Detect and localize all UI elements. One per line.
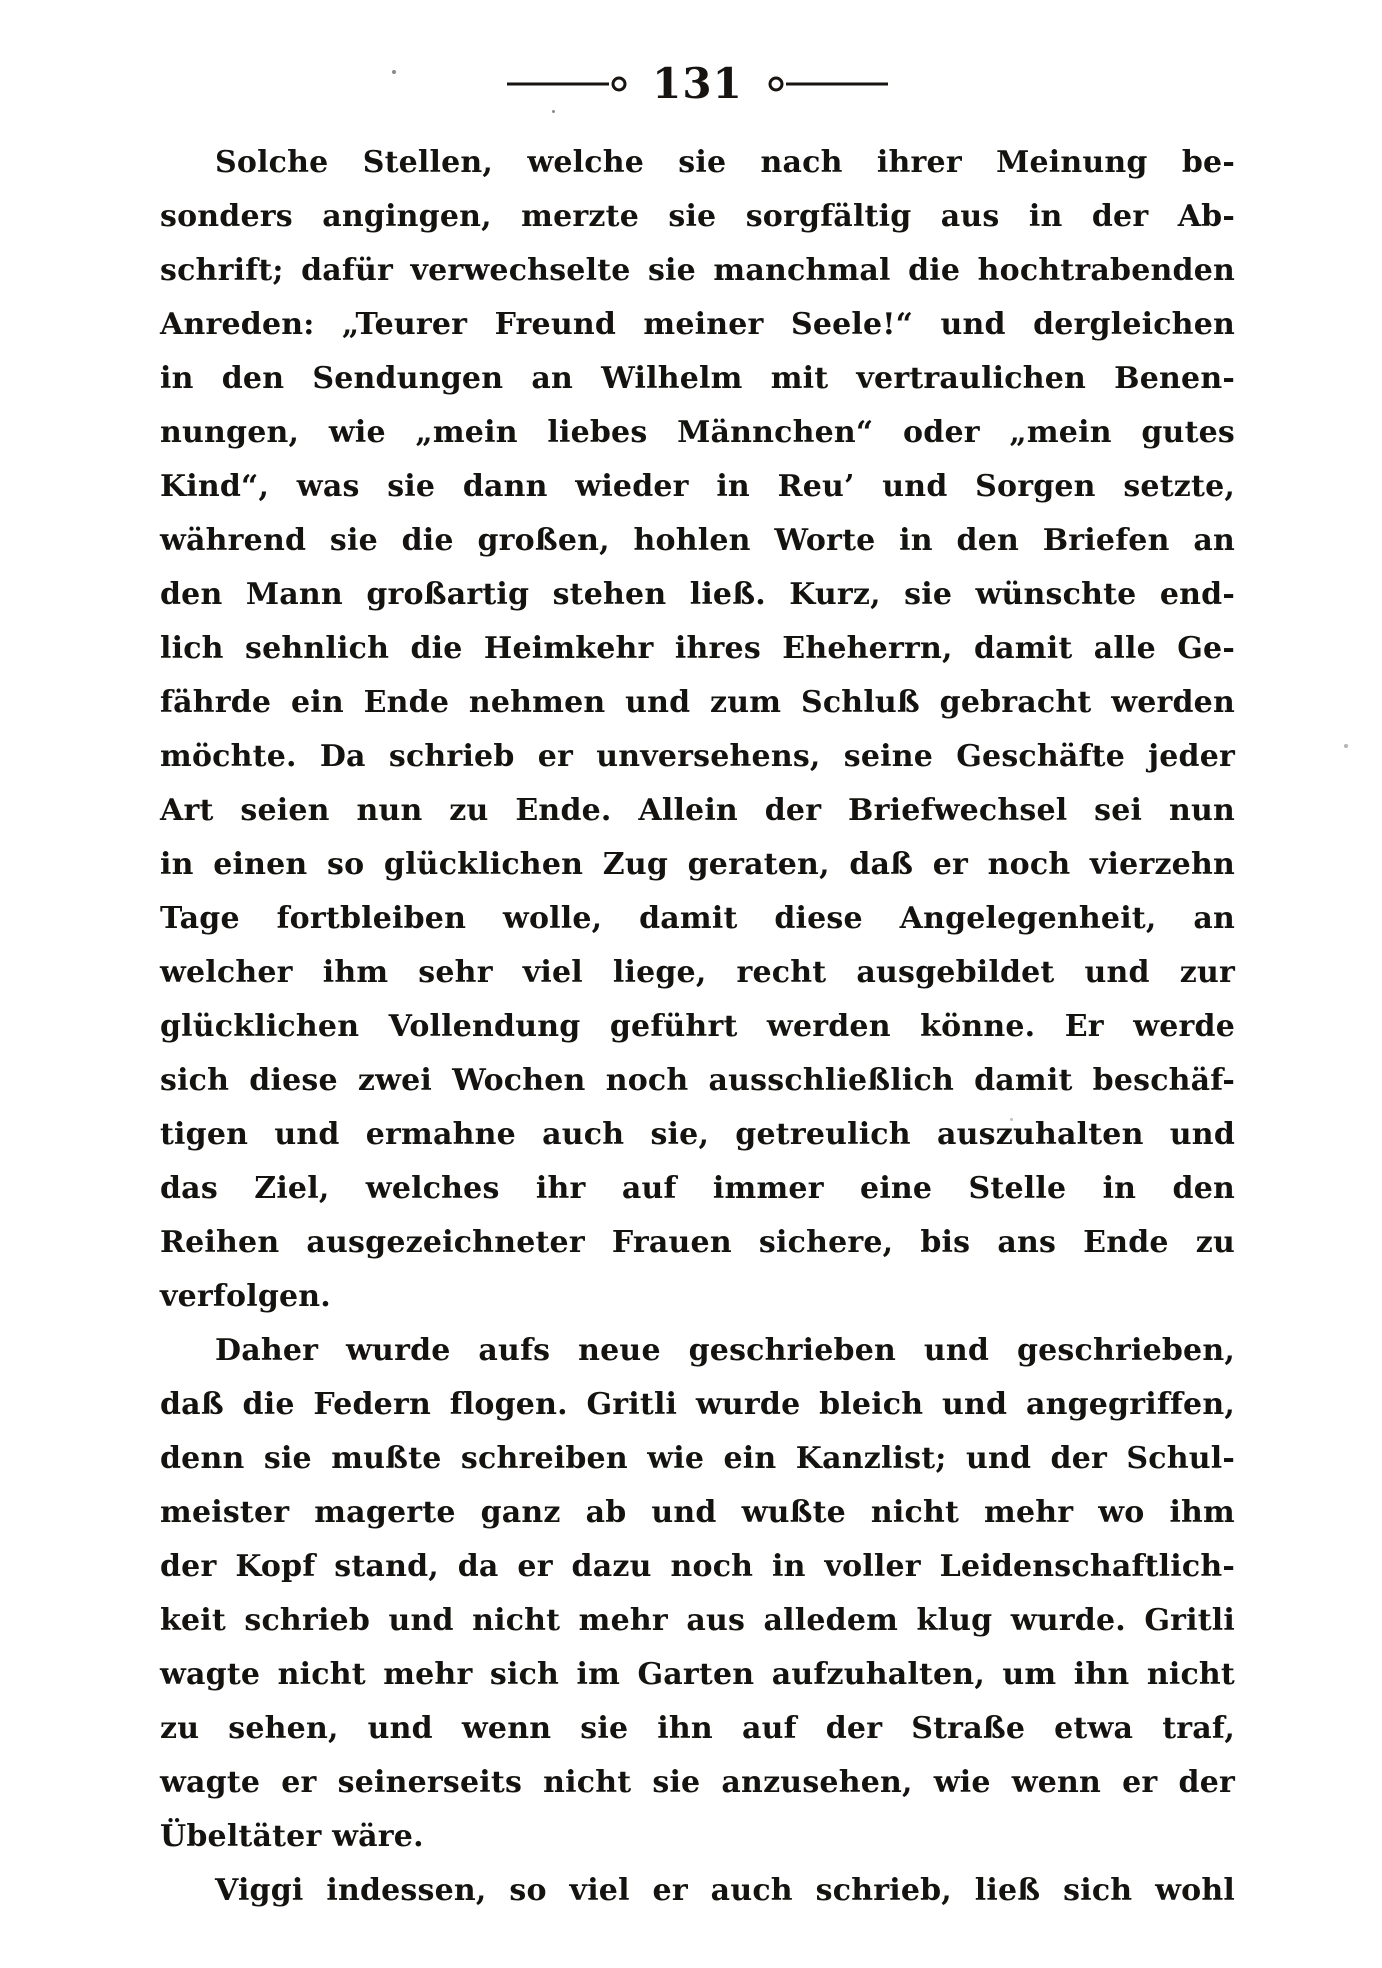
text-line: das Ziel, welches ihr auf immer eine Stelle in den: [160, 1171, 1235, 1206]
text-line: meister magerte ganz ab und wußte nicht mehr wo ihm: [160, 1495, 1235, 1530]
paragraph: [160, 1324, 1235, 1864]
text-line: wagte er seinerseits nicht sie anzusehen, wie wenn er der: [160, 1765, 1235, 1800]
scan-speck: [1344, 744, 1348, 748]
text-line: lich sehnlich die Heimkehr ihres Eheherrn, damit alle Ge-: [160, 631, 1235, 666]
text-line: Kind“, was sie dann wieder in Reu’ und Sorgen setzte,: [160, 469, 1235, 504]
text-line: schrift; dafür verwechselte sie manchmal die hochtrabenden: [160, 253, 1235, 288]
text-line: nungen, wie „mein liebes Männchen“ oder „mein gutes: [160, 415, 1235, 450]
text-line: Tage fortbleiben wolle, damit diese Angelegenheit, an: [160, 901, 1235, 936]
page-number: 131: [652, 59, 743, 108]
text-line: tigen und ermahne auch sie, getreulich auszuhalten und: [160, 1117, 1235, 1152]
scan-speck: [392, 70, 396, 74]
text-line: sich diese zwei Wochen noch ausschließlich damit beschäf-: [160, 1063, 1235, 1098]
text-line: keit schrieb und nicht mehr aus alledem klug wurde. Gritli: [160, 1603, 1235, 1638]
text-line: Solche Stellen, welche sie nach ihrer Meinung be-: [215, 145, 1235, 180]
text-line: Übeltäter wäre.: [160, 1819, 424, 1854]
text-line: in den Sendungen an Wilhelm mit vertraulichen Benen-: [160, 361, 1235, 396]
text-line: Anreden: „Teurer Freund meiner Seele!“ und dergleichen: [160, 307, 1235, 342]
text-line: Reihen ausgezeichneter Frauen sichere, bis ans Ende zu: [160, 1225, 1235, 1260]
text-line: den Mann großartig stehen ließ. Kurz, sie wünschte end-: [160, 577, 1235, 612]
paragraph: [160, 136, 1235, 1324]
text-line: möchte. Da schrieb er unversehens, seine Geschäfte jeder: [160, 739, 1235, 774]
text-line: Art seien nun zu Ende. Allein der Briefwechsel sei nun: [160, 793, 1235, 828]
header-rule-left-icon: [505, 76, 630, 92]
page-header: [160, 58, 1235, 110]
text-line: glücklichen Vollendung geführt werden könne. Er werde: [160, 1009, 1235, 1044]
text-line: Viggi indessen, so viel er auch schrieb, ließ sich wohl: [215, 1873, 1235, 1908]
text-line: während sie die großen, hohlen Worte in den Briefen an: [160, 523, 1235, 558]
text-line: verfolgen.: [160, 1279, 331, 1314]
text-line: der Kopf stand, da er dazu noch in voller Leidenschaftlich-: [160, 1549, 1235, 1584]
scan-speck: [1010, 1118, 1013, 1121]
paragraph: [160, 1864, 1235, 1918]
text-block: [160, 136, 1235, 1918]
text-line: in einen so glücklichen Zug geraten, daß er noch vierzehn: [160, 847, 1235, 882]
text-line: sonders angingen, merzte sie sorgfältig aus in der Ab-: [160, 199, 1235, 234]
text-line: welcher ihm sehr viel liege, recht ausgebildet und zur: [160, 955, 1235, 990]
text-line: zu sehen, und wenn sie ihn auf der Straße etwa traf,: [160, 1711, 1235, 1746]
text-line: denn sie mußte schreiben wie ein Kanzlist; und der Schul-: [160, 1441, 1235, 1476]
text-line: daß die Federn flogen. Gritli wurde bleich und angegriffen,: [160, 1387, 1235, 1422]
scan-speck: [552, 110, 555, 113]
text-line: wagte nicht mehr sich im Garten aufzuhalten, um ihn nicht: [160, 1657, 1235, 1692]
header-rule-right-icon: [765, 76, 890, 92]
text-line: Daher wurde aufs neue geschrieben und geschrieben,: [215, 1333, 1235, 1368]
text-line: fährde ein Ende nehmen und zum Schluß gebracht werden: [160, 685, 1235, 720]
